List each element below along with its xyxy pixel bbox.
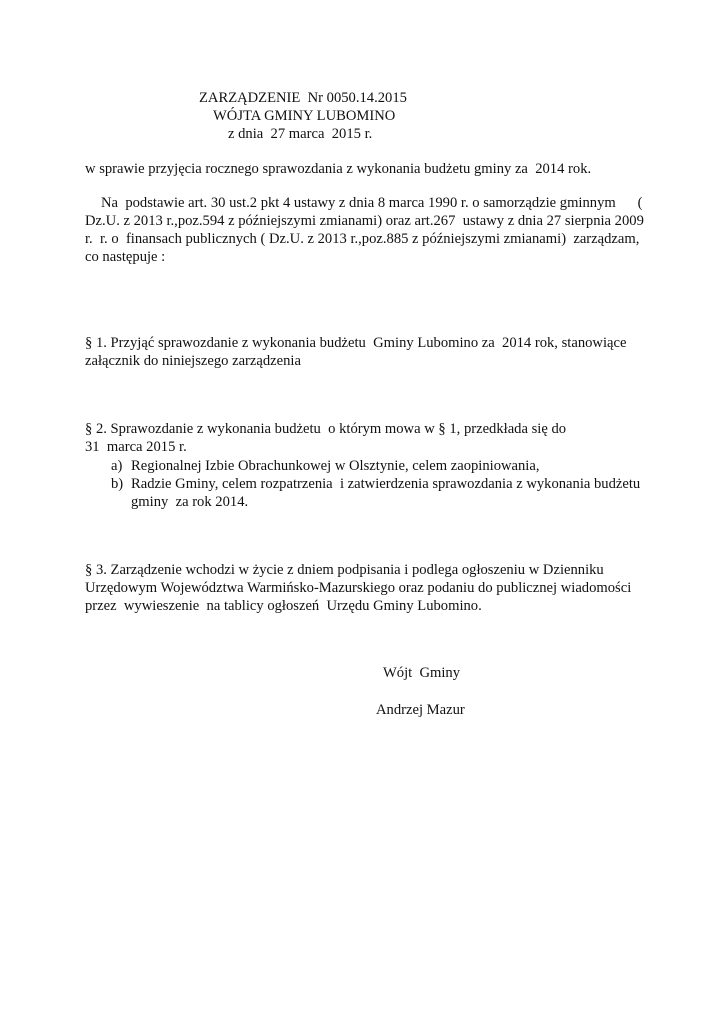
preamble-line: r. r. o finansach publicznych ( Dz.U. z 2013 r.,poz.885 z późniejszymi zmianami) zarządzam,: [85, 231, 640, 247]
preamble-line: Na podstawie art. 30 ust.2 pkt 4 ustawy z dnia 8 marca 1990 r. o samorządzie gminnym (: [101, 195, 643, 211]
preamble-line: co następuje :: [85, 249, 166, 265]
list-item-marker: a): [111, 458, 123, 474]
section-1-line: § 1. Przyjąć sprawozdanie z wykonania budżetu Gminy Lubomino za 2014 rok, stanowiące: [85, 335, 627, 351]
section-3-line: przez wywieszenie na tablicy ogłoszeń Urzędu Gminy Lubomino.: [85, 598, 482, 614]
document-date: z dnia 27 marca 2015 r.: [228, 126, 373, 142]
list-item-text: Radzie Gminy, celem rozpatrzenia i zatwierdzenia sprawozdania z wykonania budżetu: [131, 476, 641, 492]
section-1-line: załącznik do niniejszego zarządzenia: [85, 353, 301, 369]
section-3-line: Urzędowym Województwa Warmińsko-Mazurskiego oraz podaniu do publicznej wiadomości: [85, 580, 632, 596]
section-2-line: § 2. Sprawozdanie z wykonania budżetu o którym mowa w § 1, przedkłada się do: [85, 421, 567, 437]
preamble-line: Dz.U. z 2013 r.,poz.594 z późniejszymi zmianami) oraz art.267 ustawy z dnia 27 sierpnia 2009: [85, 213, 644, 229]
list-item-text: Regionalnej Izbie Obrachunkowej w Olsztynie, celem zaopiniowania,: [131, 458, 540, 474]
document-subject: w sprawie przyjęcia rocznego sprawozdania z wykonania budżetu gminy za 2014 rok.: [85, 161, 592, 177]
list-item-marker: b): [111, 476, 124, 492]
section-3-line: § 3. Zarządzenie wchodzi w życie z dniem podpisania i podlega ogłoszeniu w Dzienniku: [85, 562, 604, 578]
document-title: ZARZĄDZENIE Nr 0050.14.2015: [199, 90, 407, 106]
list-item-text: gminy za rok 2014.: [131, 494, 249, 510]
signature-position: Wójt Gminy: [383, 665, 461, 681]
issuing-authority: WÓJTA GMINY LUBOMINO: [213, 108, 396, 124]
section-2-line: 31 marca 2015 r.: [85, 439, 187, 455]
signature-name: Andrzej Mazur: [376, 702, 465, 718]
